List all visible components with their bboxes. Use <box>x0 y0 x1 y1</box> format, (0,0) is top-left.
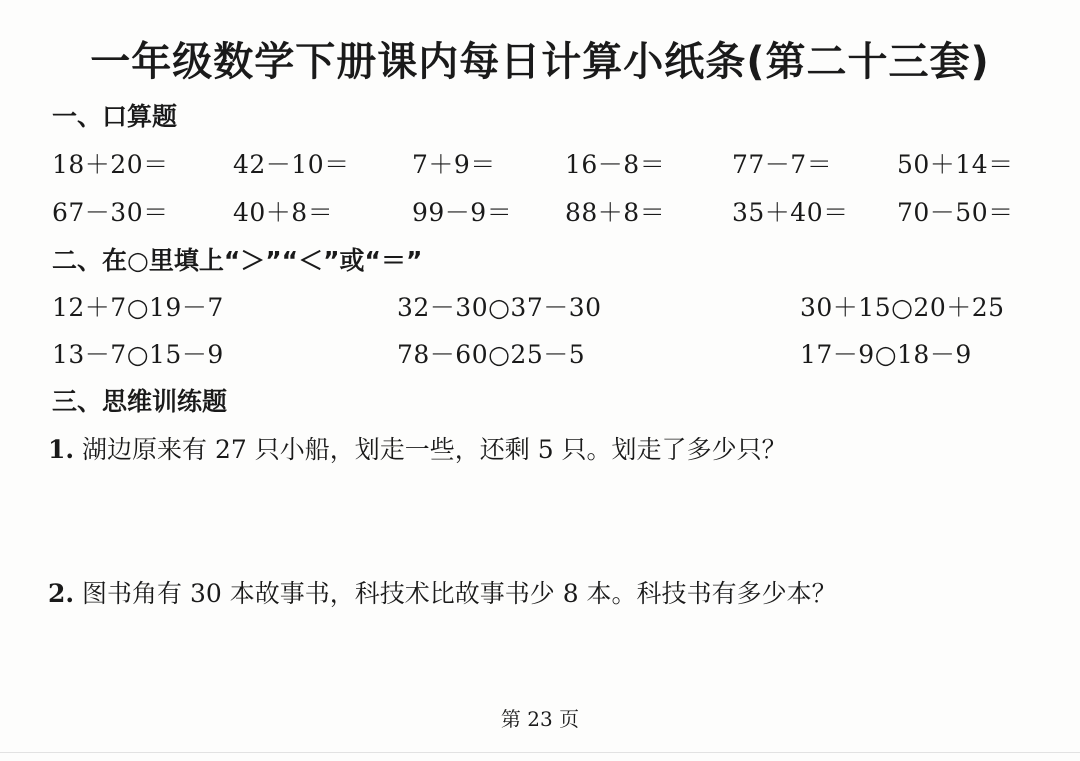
oral-problem: 99－9＝ <box>412 198 513 227</box>
oral-problem: 50＋14＝ <box>897 150 1014 179</box>
compare-problem: 12＋7○19－7 <box>52 293 224 322</box>
word-problem-2 <box>48 574 837 610</box>
question-text: 湖边原来有 27 只小船，划走一些，还剩 5 只。划走了多少只？ <box>74 435 787 464</box>
oral-row-1 <box>0 145 1080 179</box>
oral-problem: 67－30＝ <box>52 198 169 227</box>
compare-row-1 <box>0 288 1080 322</box>
page-title: 一年级数学下册课内每日计算小纸条(第二十三套) <box>90 39 990 85</box>
section-heading-thinking: 三、思维训练题 <box>52 387 228 416</box>
oral-problem: 70－50＝ <box>897 198 1014 227</box>
scan-edge-divider <box>0 752 1080 753</box>
oral-problem: 18＋20＝ <box>52 150 169 179</box>
page-number: 第 23 页 <box>500 707 580 731</box>
oral-problem: 7＋9＝ <box>412 150 496 179</box>
question-number: 2. <box>48 579 75 608</box>
oral-problem: 16－8＝ <box>565 150 666 179</box>
compare-row-2 <box>0 335 1080 369</box>
oral-problem: 35＋40＝ <box>732 198 849 227</box>
question-number: 1. <box>48 435 75 464</box>
oral-problem: 88＋8＝ <box>565 198 666 227</box>
compare-problem: 13－7○15－9 <box>52 340 224 369</box>
compare-problem: 30＋15○20＋25 <box>800 293 1005 322</box>
oral-problem: 42－10＝ <box>233 150 350 179</box>
oral-problem: 40＋8＝ <box>233 198 334 227</box>
compare-problem: 17－9○18－9 <box>800 340 972 369</box>
compare-problem: 78－60○25－5 <box>397 340 586 369</box>
section-heading-oral: 一、口算题 <box>52 102 178 131</box>
word-problem-1 <box>48 430 787 466</box>
question-text: 图书角有 30 本故事书，科技术比故事书少 8 本。科技书有多少本？ <box>74 579 837 608</box>
oral-problem: 77－7＝ <box>732 150 833 179</box>
oral-row-2 <box>0 193 1080 227</box>
compare-problem: 32－30○37－30 <box>397 293 602 322</box>
section-heading-compare: 二、在○里填上“＞”“＜”或“＝” <box>52 246 423 275</box>
